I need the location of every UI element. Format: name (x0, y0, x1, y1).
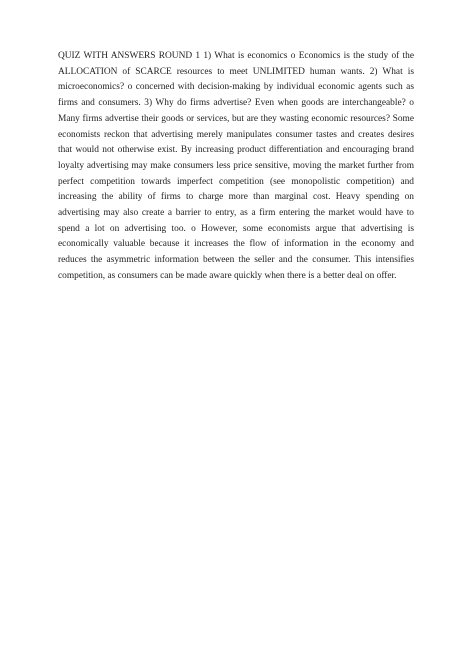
document-body-text: QUIZ WITH ANSWERS ROUND 1 1) What is economics o Economics is the study of the ALLOCATION of SCARCE resources to meet UNLIMITED human wants. 2) What is microeconomics? o concerned with decision-making by individual economic agents such as firms and consumers. 3) Why do firms advertise? Even when goods are interchangeable? o Many firms advertise their goods or services, but are they wasting economic resources? Some economists reckon that advertising merely manipulates consumer tastes and creates desires that would not otherwise exist. By increasing product differentiation and encouraging brand loyalty advertising may make consumers less price sensitive, moving the market further from perfect competition towards imperfect competition (see monopolistic competition) and increasing the ability of firms to charge more than marginal cost. Heavy spending on advertising may also create a barrier to entry, as a firm entering the market would have to spend a lot on advertising too. o However, some economists argue that advertising is economically valuable because it increases the flow of information in the economy and reduces the asymmetric information between the seller and the consumer. This intensifies competition, as consumers can be made aware quickly when there is a better deal on offer. (58, 51, 414, 281)
